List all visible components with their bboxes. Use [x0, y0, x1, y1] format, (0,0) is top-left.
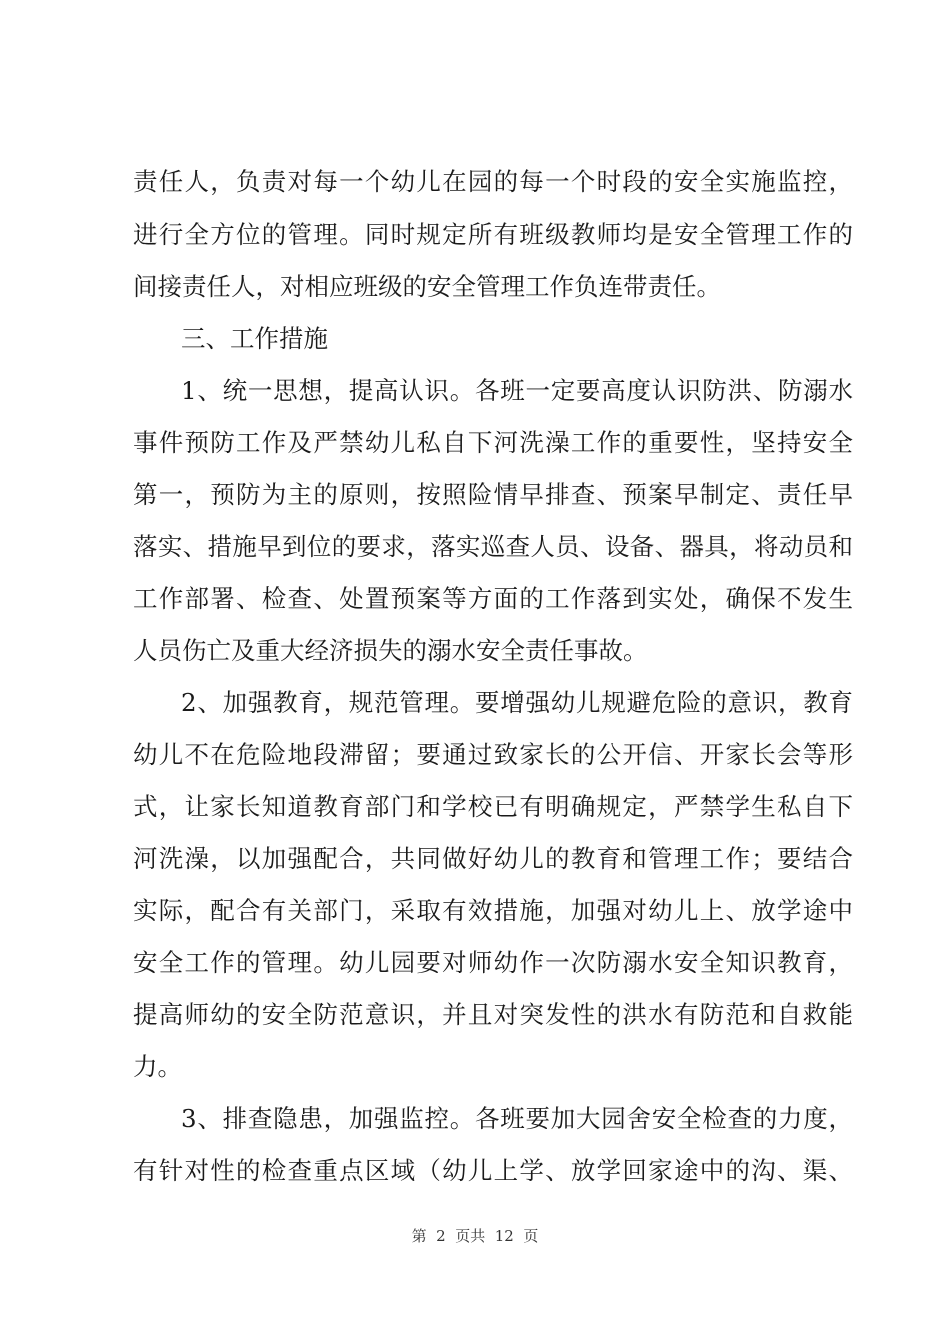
text-line: 安全工作的管理。幼儿园要对师幼作一次防溺水安全知识教育，	[133, 948, 853, 977]
text-line: 进行全方位的管理。同时规定所有班级教师均是安全管理工作的	[133, 220, 853, 249]
section-heading: 三、工作措施	[181, 324, 328, 353]
text-line: 事件预防工作及严禁幼儿私自下河洗澡工作的重要性，坚持安全	[133, 428, 853, 457]
text-line: 3、排查隐患，加强监控。各班要加大园舍安全检查的力度，	[181, 1104, 853, 1133]
page-number-footer: 第 2 页共 12 页	[411, 1227, 539, 1245]
text-line: 幼儿不在危险地段滞留；要通过致家长的公开信、开家长会等形	[133, 740, 853, 769]
text-line: 责任人，负责对每一个幼儿在园的每一个时段的安全实施监控，	[133, 167, 853, 196]
text-line: 提高师幼的安全防范意识，并且对突发性的洪水有防范和自救能	[133, 1000, 853, 1029]
text-line: 第一，预防为主的原则，按照险情早排查、预案早制定、责任早	[133, 480, 853, 509]
text-line: 1、统一思想，提高认识。各班一定要高度认识防洪、防溺水	[181, 376, 853, 405]
text-line: 2、加强教育，规范管理。要增强幼儿规避危险的意识，教育	[181, 688, 853, 717]
text-line: 人员伤亡及重大经济损失的溺水安全责任事故。	[133, 636, 648, 665]
text-line: 间接责任人，对相应班级的安全管理工作负连带责任。	[133, 272, 721, 301]
text-line: 实际，配合有关部门，采取有效措施，加强对幼儿上、放学途中	[133, 896, 853, 925]
text-line: 力。	[133, 1052, 182, 1081]
text-line: 工作部署、检查、处置预案等方面的工作落到实处，确保不发生	[133, 584, 853, 613]
text-line: 河洗澡，以加强配合，共同做好幼儿的教育和管理工作；要结合	[133, 844, 853, 873]
text-line: 落实、措施早到位的要求，落实巡查人员、设备、器具，将动员和	[133, 532, 853, 561]
text-line: 式，让家长知道教育部门和学校已有明确规定，严禁学生私自下	[133, 792, 853, 821]
text-line: 有针对性的检查重点区域（幼儿上学、放学回家途中的沟、渠、	[133, 1156, 853, 1185]
